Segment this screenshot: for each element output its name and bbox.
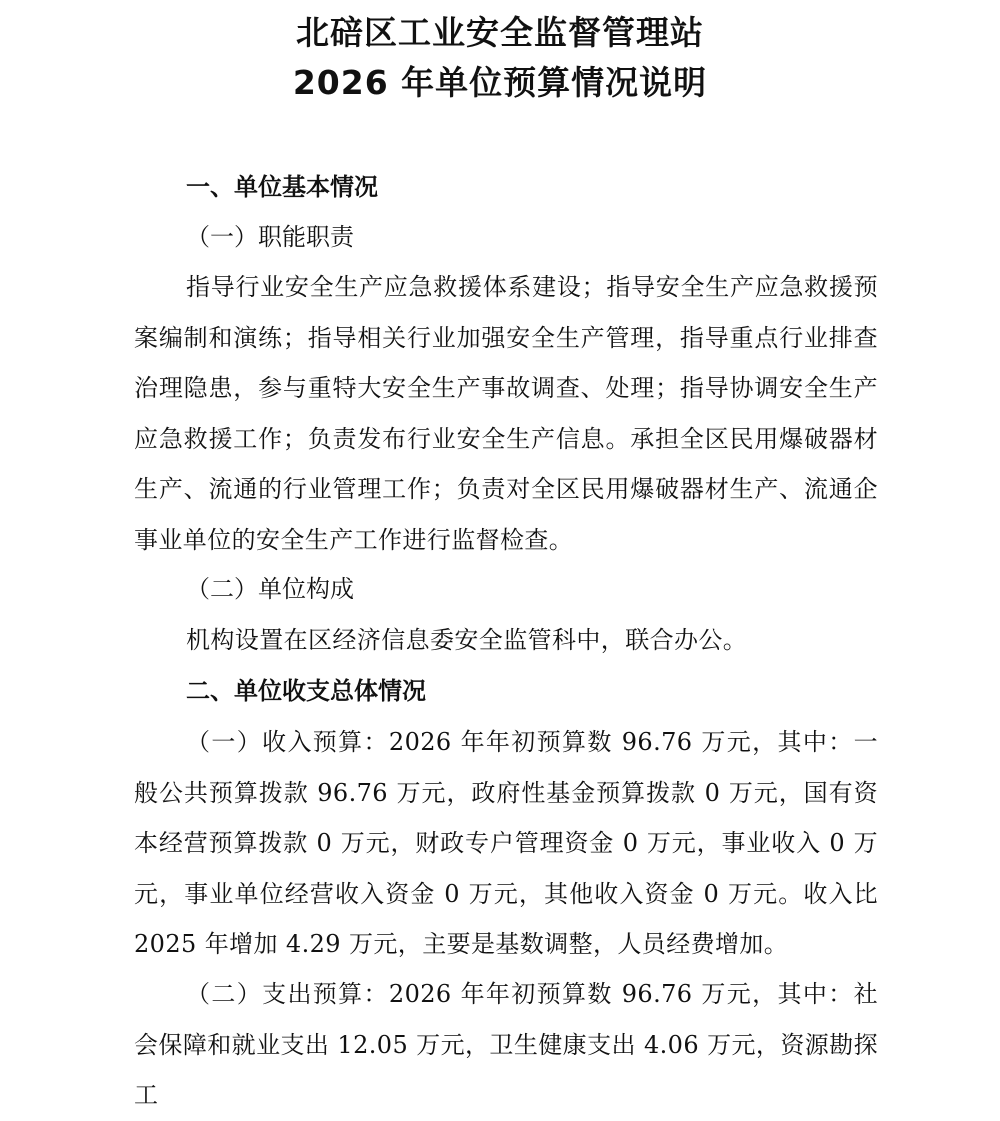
section1-sub2-heading: （二）单位构成 — [186, 575, 354, 603]
section2-income-paragraph — [134, 717, 878, 970]
expense-text: 2026 年年初预算数 96.76 万元，其中：社会保障和就业支出 12.05 万元，卫生健康支出 4.06 万元，资源勘探工 — [134, 980, 879, 1109]
section1-sub1-heading: （一）职能职责 — [186, 223, 354, 251]
income-label: （一）收入预算： — [186, 728, 389, 756]
expense-label: （二）支出预算： — [186, 980, 389, 1008]
section2-expense-paragraph — [134, 969, 878, 1121]
section2-heading: 二、单位收支总体情况 — [186, 677, 426, 705]
section1-sub2-paragraph: 机构设置在区经济信息委安全监管科中，联合办公。 — [186, 626, 748, 654]
income-text: 2026 年年初预算数 96.76 万元，其中：一般公共预算拨款 96.76 万元，政府性基金预算拨款 0 万元，国有资本经营预算拨款 0 万元，财政专户管理资金 0 万元，事业收入 0 万元，事业单位经营收入资金 0 万元，其他收入资金 0 万元。收入比 2025 年增加 4.29 万元，主要是基数调整，人员经费增加。 — [134, 728, 879, 958]
section1-sub1-paragraph: 指导行业安全生产应急救援体系建设；指导安全生产应急救援预案编制和演练；指导相关行业加强安全生产管理，指导重点行业排查治理隐患，参与重特大安全生产事故调查、处理；指导协调安全生产应急救援工作；负责发布行业安全生产信息。承担全区民用爆破器材生产、流通的行业管理工作；负责对全区民用爆破器材生产、流通企事业单位的安全生产工作进行监督检查。 — [134, 273, 878, 554]
document-title-line2: 2026 年单位预算情况说明 — [292, 63, 708, 102]
document-title-line1: 北碚区工业安全监督管理站 — [296, 13, 704, 52]
section1-heading: 一、单位基本情况 — [186, 173, 378, 201]
